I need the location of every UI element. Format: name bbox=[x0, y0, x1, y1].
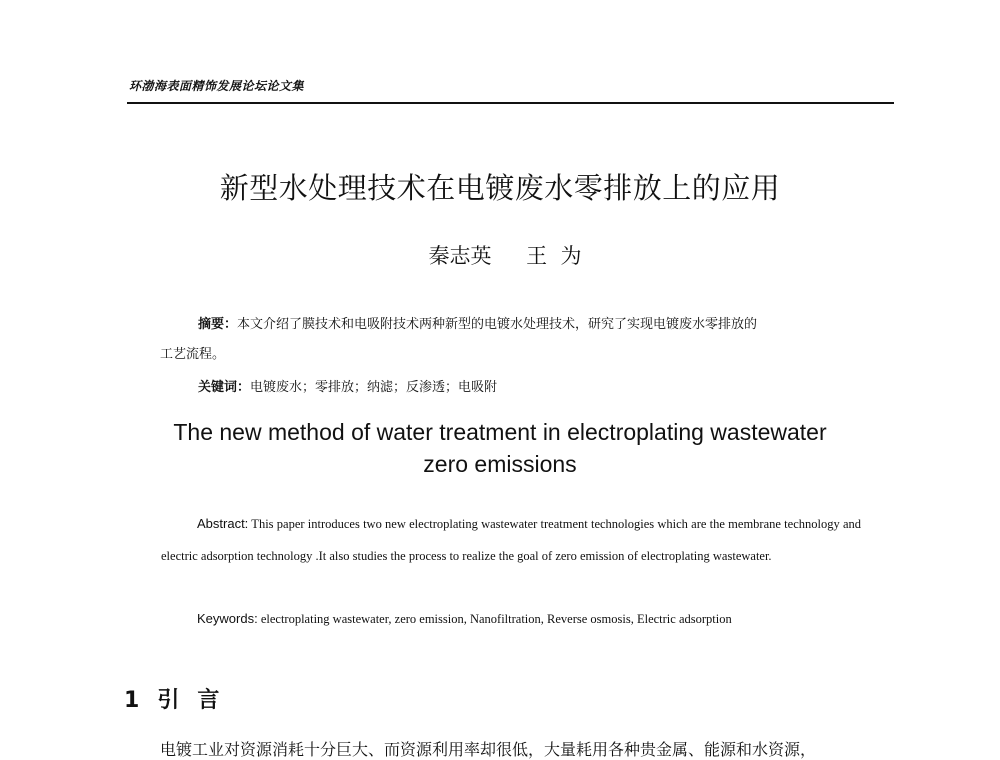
section-number: 1 bbox=[124, 688, 140, 713]
author-2: 王 为 bbox=[526, 244, 582, 268]
keywords-en-text: electroplating wastewater, zero emission, Nanofiltration, Reverse osmosis, Electric adsorption bbox=[257, 612, 732, 626]
title-en-line-2: zero emissions bbox=[423, 451, 577, 477]
author-list bbox=[0, 240, 1000, 270]
abstract-zh-text-1: 本文介绍了膜技术和电吸附技术两种新型的电镀水处理技术，研究了实现电镀废水零排放的 bbox=[237, 317, 758, 332]
header-divider bbox=[127, 102, 894, 104]
paper-title-en bbox=[0, 416, 1000, 480]
title-en-line-1: The new method of water treatment in electroplating wastewater bbox=[173, 419, 827, 445]
paper-title: 新型水处理技术在电镀废水零排放上的应用 bbox=[219, 171, 781, 205]
keywords-zh-label: 关键词： bbox=[198, 380, 251, 395]
abstract-en-label: Abstract: bbox=[197, 516, 249, 531]
keywords-en bbox=[197, 611, 732, 627]
abstract-zh-line-1 bbox=[160, 310, 860, 340]
abstract-en-text: This paper introduces two new electroplating wastewater treatment technologies which are the membrane technology and electric adsorption technology .It also studies the process to realize the goal of zero emission of electroplating wastewater. bbox=[161, 517, 861, 563]
keywords-en-label: Keywords: bbox=[197, 611, 258, 626]
abstract-en bbox=[161, 508, 861, 572]
abstract-zh-text-2: 工艺流程。 bbox=[160, 347, 226, 362]
keywords-zh-text: 电镀废水；零排放；纳滤；反渗透；电吸附 bbox=[250, 380, 498, 395]
section-title: 引言 bbox=[157, 688, 238, 713]
running-header: 环渤海表面精饰发展论坛论文集 bbox=[129, 79, 305, 93]
abstract-zh-label: 摘要： bbox=[198, 317, 238, 332]
author-1: 秦志英 bbox=[428, 244, 492, 268]
keywords-zh bbox=[198, 376, 497, 395]
section-heading-1 bbox=[124, 683, 237, 714]
body-paragraph-line: 电镀工业对资源消耗十分巨大、而资源利用率却很低，大量耗用各种贵金属、能源和水资源， bbox=[160, 740, 817, 759]
abstract-zh bbox=[160, 310, 860, 370]
